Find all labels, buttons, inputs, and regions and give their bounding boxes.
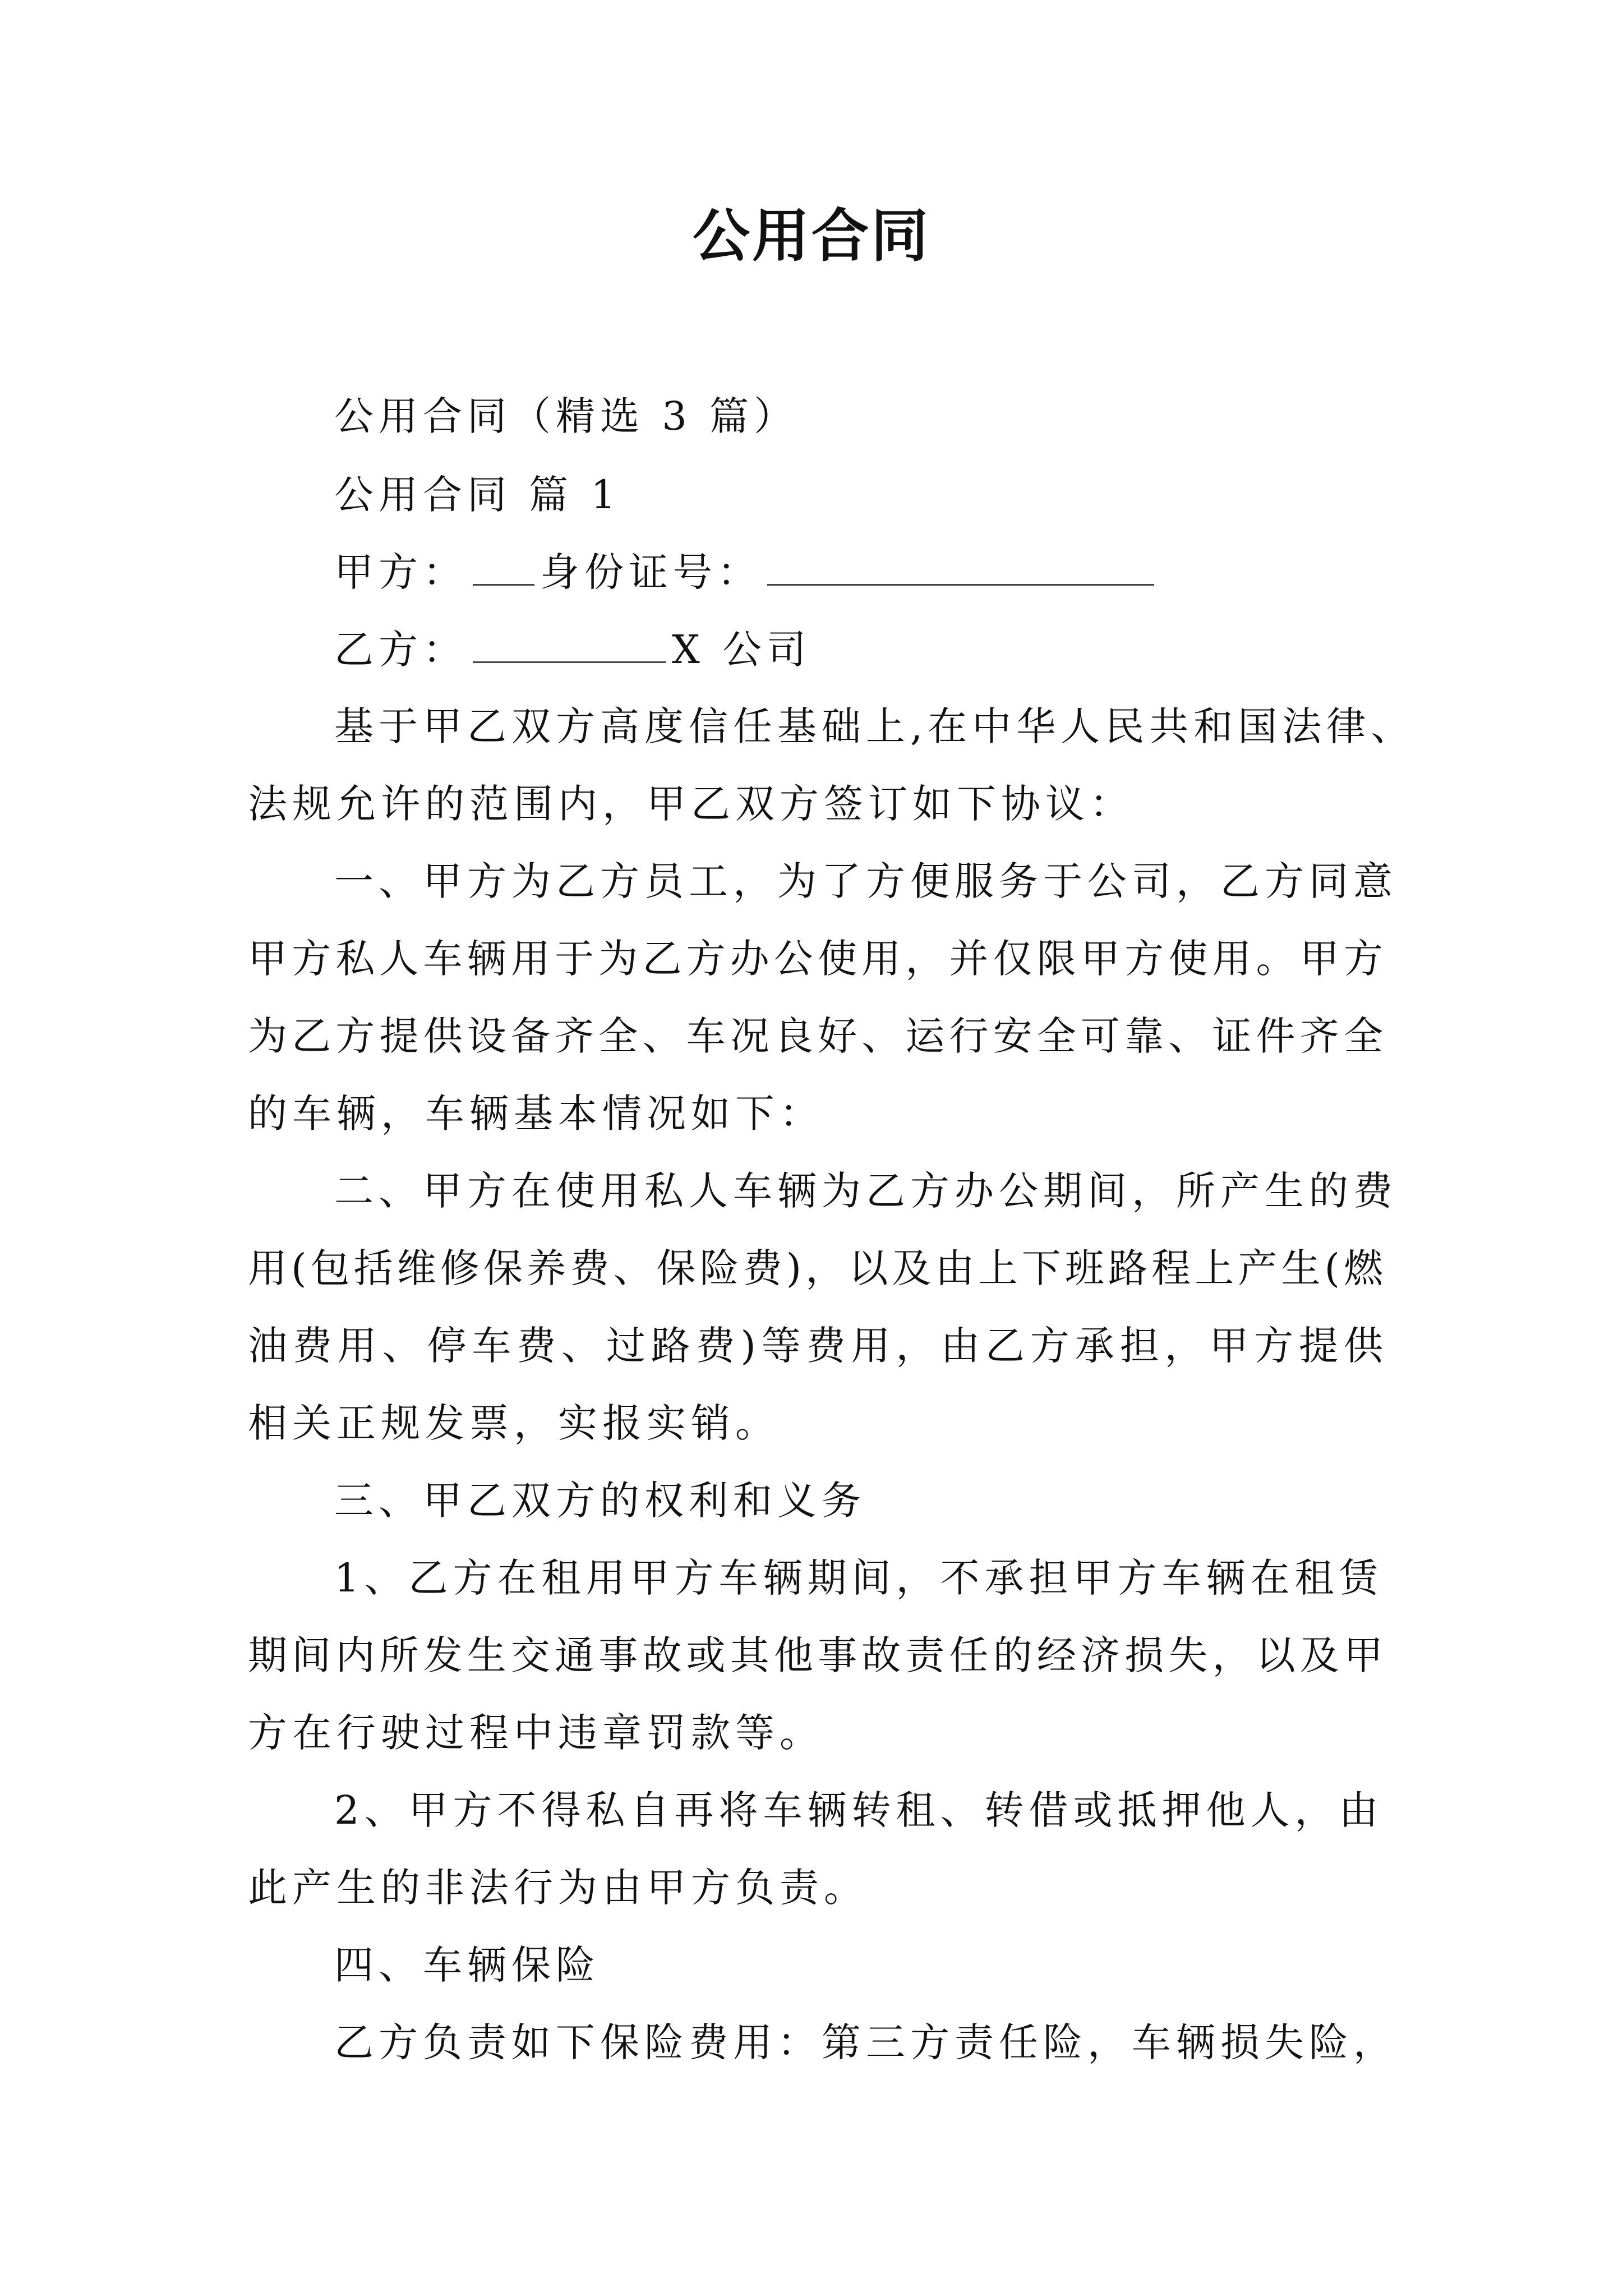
document-subtitle: 公用合同（精选 3 篇）: [334, 393, 799, 439]
party-a-blank: [473, 545, 534, 586]
party-b-suffix: X 公司: [672, 627, 811, 673]
paragraph-line: 2、甲方不得私自再将车辆转租、转借或抵押他人，由: [334, 1787, 1384, 1833]
paragraph-line: 一、甲方为乙方员工，为了方便服务于公司，乙方同意: [334, 858, 1398, 904]
paragraph-line: 1、乙方在租用甲方车辆期间，不承担甲方车辆在租赁: [334, 1555, 1384, 1601]
paragraph-line: 二、甲方在使用私人车辆为乙方办公期间，所产生的费: [334, 1168, 1398, 1214]
paragraph-line: 为乙方提供设备齐全、车况良好、运行安全可靠、证件齐全: [248, 1013, 1383, 1059]
party-b-line: [334, 622, 811, 678]
party-a-label: 甲方：: [334, 549, 467, 595]
paragraph-line: 法规允许的范围内，甲乙双方签订如下协议：: [248, 781, 1134, 827]
paragraph-line: 乙方负责如下保险费用：第三方责任险，车辆损失险，: [334, 2019, 1398, 2065]
id-number-blank: [767, 545, 1154, 586]
party-b-blank: [473, 622, 666, 663]
id-label: 身份证号：: [540, 549, 762, 595]
paragraph-line: 相关正规发票，实报实销。: [248, 1400, 780, 1446]
paragraph-line: 基于甲乙双方高度信任基础上,在中华人民共和国法律、: [334, 703, 1415, 749]
paragraph-line: 方在行驶过程中违章罚款等。: [248, 1710, 824, 1756]
section-heading: 公用合同 篇 1: [334, 472, 621, 518]
paragraph-line: 此产生的非法行为由甲方负责。: [248, 1865, 868, 1911]
section-heading-insurance: 四、车辆保险: [334, 1942, 600, 1988]
party-a-line: [334, 544, 1160, 600]
section-heading-rights: 三、甲乙双方的权利和义务: [334, 1478, 866, 1524]
paragraph-line: 油费用、停车费、过路费)等费用，由乙方承担，甲方提供: [248, 1323, 1383, 1369]
paragraph-line: 甲方私人车辆用于为乙方办公使用，并仅限甲方使用。甲方: [248, 936, 1383, 982]
paragraph-line: 的车辆，车辆基本情况如下：: [248, 1091, 824, 1137]
party-b-label: 乙方：: [334, 627, 467, 673]
document-title: 公用合同: [693, 203, 930, 270]
paragraph-line: 用(包括维修保养费、保险费)，以及由上下班路程上产生(燃: [248, 1245, 1383, 1291]
paragraph-line: 期间内所发生交通事故或其他事故责任的经济损失，以及甲: [248, 1632, 1383, 1678]
